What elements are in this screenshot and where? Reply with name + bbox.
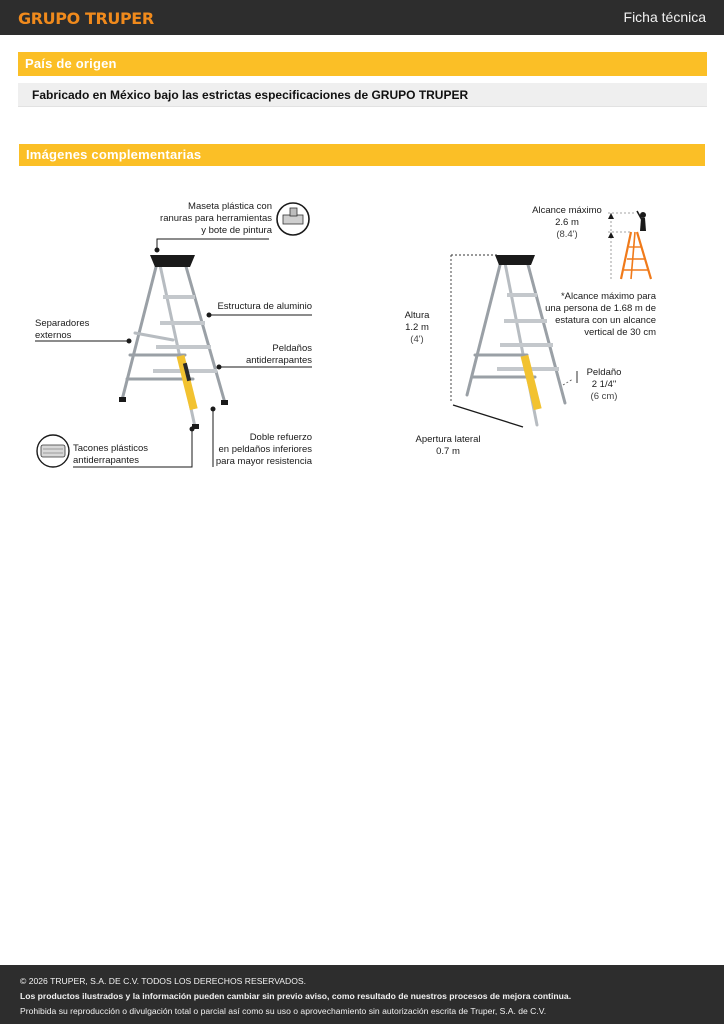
origin-section-title: País de origen [18, 52, 707, 76]
document-type: Ficha técnica [623, 9, 706, 25]
spread-value: 0.7 m [436, 446, 460, 457]
footer [0, 965, 724, 1024]
step-value: 2 1/4" [591, 379, 617, 390]
reinforcement-label-line1: Doble refuerzo [249, 432, 312, 443]
foot-detail-icon [37, 435, 69, 467]
steps-label-line2: antiderrapantes [245, 355, 312, 366]
reach-note-line2: una persona de 1.68 m de [545, 303, 656, 314]
images-section-title: Imágenes complementarias [19, 144, 705, 166]
feet-label-line2: antiderrapantes [73, 455, 140, 466]
separators-label-line1: Separadores [35, 318, 90, 329]
separators-label-line2: externos [35, 330, 72, 341]
spread-title: Apertura lateral [415, 434, 481, 445]
reach-note-line3: estatura con un alcance [555, 315, 656, 326]
structure-label: Estructura de aluminio [217, 301, 312, 312]
tray-label-line1: Maseta plástica con [188, 201, 272, 212]
reach-person-icon [608, 211, 651, 279]
origin-text: Fabricado en México bajo las estrictas especificaciones de GRUPO TRUPER [18, 83, 707, 107]
reach-note-line1: *Alcance máximo para [560, 291, 656, 302]
top-bar [0, 0, 724, 35]
feet-label-line1: Tacones plásticos [73, 443, 148, 454]
footer-copyright: © 2026 TRUPER, S.A. DE C.V. TODOS LOS DERECHOS RESERVADOS. [20, 976, 307, 986]
tray-label-line2: ranuras para herramientas [160, 213, 272, 224]
reach-note-line4: vertical de 30 cm [584, 327, 656, 338]
footer-prohibition: Prohibida su reproducción o divulgación total o parcial así como su uso o aprovechamiento sin autorización escrita de Truper, S.A. de C.V. [20, 1006, 547, 1016]
height-value: 1.2 m [405, 322, 429, 333]
height-title: Altura [404, 310, 430, 321]
height-ft: (4') [410, 334, 424, 345]
step-title: Peldaño [586, 367, 622, 378]
reinforcement-label-line3: para mayor resistencia [215, 456, 312, 467]
reach-ft: (8.4') [556, 229, 578, 240]
reinforcement-label-line2: en peldaños inferiores [218, 444, 312, 455]
tray-label-line3: y bote de pintura [201, 225, 272, 236]
ladder-features-figure [25, 195, 325, 485]
ladder-dimensions-figure [395, 195, 670, 475]
brand-logo: GRUPO TRUPER [18, 9, 154, 28]
step-cm: (6 cm) [590, 391, 618, 402]
footer-notice: Los productos ilustrados y la información pueden cambiar sin previo aviso, como resultado de nuestros procesos de mejora continua. [20, 991, 572, 1001]
reach-title: Alcance máximo [532, 205, 602, 216]
steps-label-line1: Peldaños [272, 343, 312, 354]
reach-value: 2.6 m [555, 217, 579, 228]
